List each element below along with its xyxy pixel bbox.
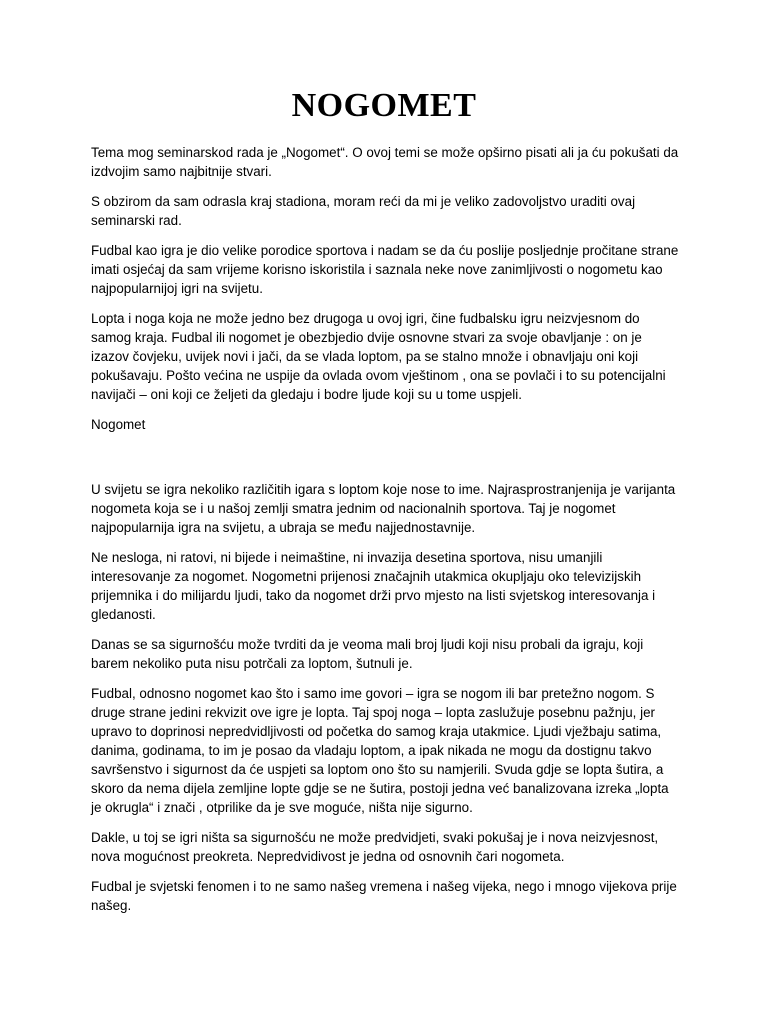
document-body: [91, 143, 681, 926]
paragraph-unpredictability: Dakle, u toj se igri ništa sa sigurnošću ne može predvidjeti, svaki pokušaj je i nova neizvjesnost, nova mogućnost preokreta. Nepredvidivost je jedna od osnovnih čari nogometa.: [91, 830, 659, 864]
paragraph-stadium: S obzirom da sam odrasla kraj stadiona, moram reći da mi je veliko zadovoljstvo uraditi ovaj seminarski rad.: [91, 194, 636, 228]
paragraph-foot-ball: Fudbal, odnosno nogomet kao što i samo ime govori – igra se nogom ili bar pretežno nogom. S druge strane jedini rekvizit ove igre je lopta. Taj spoj noga – lopta zaslužuje posebnu pažnju, jer upravo to doprinosi nepredvidljivosti od početka do samog kraja utakmice. Ljudi vježbaju satima, danima, godinama, to im je posao da vladaju loptom, a ipak nikada ne mogu da dostignu takvo savršenstvo i sigurnost da će uspjeti sa loptom ono što su namjerili. Svuda gdje se lopta šutira, a skoro da nema dijela zemljine lopte gdje se ne šutira, postoji jedna već banalizovana izreka „lopta je okrugla“ i znači , otprilike da je sve moguće, ništa nije sigurno.: [91, 686, 669, 815]
paragraph-interest: Ne nesloga, ni ratovi, ni bijede i neimaštine, ni invazija desetina sportova, nisu umanjili interesovanje za nogomet. Nogometni prijenosi značajnih utakmica okupljaju oko televizijskih prijemnika i do milijardu ljudi, tako da nogomet drži prvo mjesto na listi svjetskog interesovanja i gledanosti.: [91, 550, 656, 622]
paragraph-intro: Tema mog seminarskod rada je „Nogomet“. O ovoj temi se može opširno pisati ali ja ću pokušati da izdvojim samo najbitnije stvari.: [91, 145, 679, 179]
section-heading-nogomet: Nogomet: [91, 417, 146, 432]
paragraph-world-games: U svijetu se igra nekoliko različitih igara s loptom koje nose to ime. Najrasprostranjenija je varijanta nogometa koja se i u našoj zemlji smatra jednim od nacionalnih sportova. Taj je nogomet najpopularnija igra na svijetu, a ubraja se među najjednostavnije.: [91, 482, 676, 535]
paragraph-certainty: Danas se sa sigurnošću može tvrditi da je veoma mali broj ljudi koji nisu probali da igraju, koji barem nekoliko puta nisu potrčali za loptom, šutnuli je.: [91, 637, 644, 671]
paragraph-family-of-sports: Fudbal kao igra je dio velike porodice sportova i nadam se da ću poslije posljednje pročitane strane imati osjećaj da sam vrijeme korisno iskoristila i saznala neke nove zanimljivosti o nogometu kao najpopularnijoj igri na svijetu.: [91, 243, 679, 296]
document-title: NOGOMET: [291, 87, 477, 124]
paragraph-ball-and-foot: Lopta i noga koja ne može jedno bez drugoga u ovoj igri, čine fudbalsku igru neizvjesnom do samog kraja. Fudbal ili nogomet je obezbjedio dvije osnovne stvari za svoje obavljanje : on je izazov čovjeku, uvijek novi i jači, da se vlada loptom, pa se stalno množe i obnavljaju oni koji pokušavaju. Pošto većina ne uspije da ovlada ovom vještinom , ona se povlači i to su potencijalni navijači – oni koji ce željeti da gledaju i bodre ljude koji su u tome uspjeli.: [91, 311, 666, 402]
paragraph-phenomenon: Fudbal je svjetski fenomen i to ne samo našeg vremena i našeg vijeka, nego i mnogo vijekova prije našeg.: [91, 879, 677, 913]
